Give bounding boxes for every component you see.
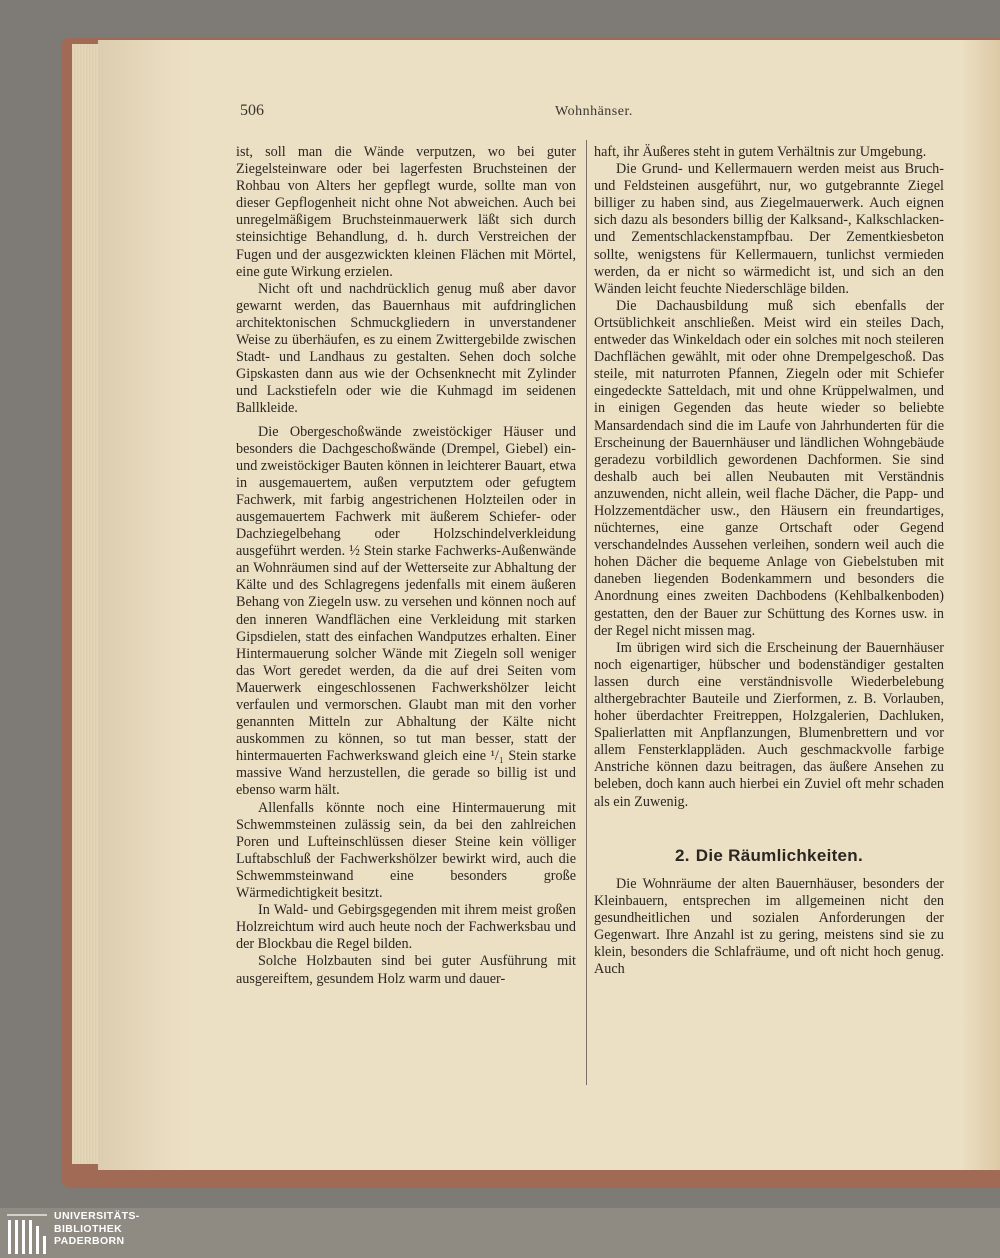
library-name	[54, 1210, 140, 1248]
page-edge-shading	[960, 40, 1000, 1170]
paragraph: Allenfalls könnte noch eine Hintermauerung mit Schwemmsteinen zulässig sein, da bei den zahlreichen Poren und Lufteinschlüssen dieser Steine kein völliger Luftabschluß der Fachwerkshölzer bewirkt wird, auch die Schwemmsteinwand eine besonders große Wärmedichtigkeit besitzt.	[236, 799, 576, 902]
paragraph: ist, soll man die Wände verputzen, wo bei guter Ziegelsteinware oder bei lagerfesten Bruchsteinen der Rohbau von Alters her gepflegt wurde, sollte man von dieser Gepflogenheit nicht ohne Not abweichen. Auch bei unregelmäßigem Bruchsteinmauerwerk läßt sich durch steinsichtige Behandlung, d. h. durch Verstreichen der Fugen und der ausgezwickten kleinen Flächen mit Mörtel, eine gute Wirkung erzielen.	[236, 144, 576, 280]
section-number: 2.	[674, 845, 690, 865]
paragraph: Die Wohnräume der alten Bauernhäuser, besonders der Kleinbauern, entsprechen im allgemeinen nicht den gesundheitlichen und sozialen Anforderungen der Gegenwart. Ihre Anzahl ist zu gering, meistens sind sie zu klein, besonders die Schlafräume, und oft nicht hoch genug. Auch	[594, 875, 944, 978]
left-column	[236, 144, 576, 988]
section-title: Die Räumlichkeiten.	[695, 845, 864, 865]
paragraph: Im übrigen wird sich die Erscheinung der Bauernhäuser noch eigenartiger, hübscher und bodenständiger gestalten lassen durch eine verständnisvolle Wiederbelebung althergebrachter Bauteile und Zierformen, z. B. Vorlauben, hoher überdachter Freitreppen, Holzgalerien, Dachluken, Spalierlatten mit Anpflanzungen, Blumenbrettern und vor allem Fensterklappläden. Auch geschmackvolle farbige Anstriche können dazu beitragen, das äußere Ansehen zu beleben, doch kann auch hierbei ein Zuviel oft mehr schaden als ein Zuwenig.	[594, 639, 944, 810]
paragraph: Die Dachausbildung muß sich ebenfalls der Ortsüblichkeit anschließen. Meist wird ein steiles Dach, entweder das Winkeldach oder ein solches mit noch steileren Dachflächen gewählt, mit oder ohne Drempelgeschoß. Das steile, mit naturroten Pfannen, Ziegeln oder mit Schiefer eingedeckte Satteldach, mit und ohne Krüppelwalmen, und in einigen Gegenden das heute wieder so beliebte Mansardendach sind die im Laufe von Jahrhunderten für die Erscheinung der Bauernhäuser und ländlichen Wohngebäude geradezu vorbildlich gewordenen Dachformen. Sie sind deshalb auch bei allen Neubauten mit Verständnis anzuwenden, nicht allein, weil flache Dächer, die Papp- und Holzzementdächer usw., den Häusern ein freundartiges, nüchternes, eine ganze Ortschaft oder Gegend verschandelndes Aussehen verleihen, sondern weil auch die hohen Dächer die bequeme Anlage von Giebelstuben mit daneben liegenden Bodenkammern und besonders die Anordnung eines zweiten Dachbodens (Kehlbalkenboden) gestatten, den der Bauer zur Schüttung des Kornes usw. in der Regel nicht missen mag.	[594, 297, 944, 639]
page-number: 506	[240, 102, 264, 119]
library-logo-icon	[6, 1212, 50, 1256]
paragraph: Die Grund- und Kellermauern werden meist aus Bruch- und Feldsteinen ausgeführt, nur, wo gutgebrannte Ziegel billiger zu haben sind, aus Ziegelmauerwerk. Auch eignen sich dazu als besonders billig der Kalksand-, Kalkschlacken- und Zementschlackenstampfbau. Der Zementkiesbeton sollte, wenigstens für Kellermauern, tunlichst vermieden werden, da er nicht so wärmedicht ist, und sich an den Wänden leicht feuchte Niederschläge bilden.	[594, 161, 944, 297]
running-title: Wohnhänser.	[555, 104, 633, 119]
section-heading	[594, 847, 944, 864]
right-column	[594, 144, 944, 978]
paragraph: Solche Holzbauten sind bei guter Ausführung mit ausgereiftem, gesundem Holz warm und dauer-	[236, 953, 576, 987]
paragraph: Nicht oft und nachdrücklich genug muß aber davor gewarnt werden, das Bauernhaus mit aufdringlichen architektonischen Schmuckgliedern in unverstandener Weise zu überhäufen, es zu einem Zwittergebilde zwischen Stadt- und Landhaus zu gestalten. Sehen doch solche Gipskasten dann aus wie der Ochsenknecht mit Zylinder und Lackstiefeln oder wie die Kuhmagd im seidenen Ballkleide.	[236, 280, 576, 417]
spine-fold	[98, 40, 198, 1170]
paragraph: In Wald- und Gebirgsgegenden mit ihrem meist großen Holzreichtum wird auch heute noch der Fachwerksbau und der Blockbau die Regel bilden.	[236, 902, 576, 953]
library-name-line: BIBLIOTHEK	[54, 1222, 123, 1235]
library-footer	[0, 1208, 1000, 1258]
library-name-line: UNIVERSITÄTS-	[54, 1210, 140, 1222]
paragraph: Die Obergeschoßwände zweistöckiger Häuser und besonders die Dachgeschoßwände (Drempel, Giebel) ein- und zweistöckiger Bauten können in leichterer Bauart, etwa in ausgemauertem, außen verputztem oder gefugtem Fachwerk, mit farbig angestrichenen Holzteilen oder in ausgemauertem Fachwerk mit äußerem Schiefer- oder Dachziegelbehang oder Holzschindelverkleidung ausgeführt werden. ½ Stein starke Fachwerks-Außenwände an Wohnräumen sind auf der Wetterseite zur Abhaltung der Kälte und des Schlagregens jedenfalls mit einem äußeren Behang von Ziegeln usw. zu versehen und können noch auf den inneren Wandflächen eine Verkleidung mit starken Gipsdielen, statt des einfachen Wandputzes erhalten. Einer Hintermauerung solcher Wände mit Ziegeln soll weniger das Wort geredet werden, da die auf drei Seiten vom Mauerwerk eingeschlossenen Fachwerkshölzer leicht verfaulen und vermorschen. Glaubt man mit den vorher genannten Mitteln zur Abhaltung der Kälte nicht auskommen zu können, so tut man besser, statt der hintermauerten Fachwerkswand gleich eine ¹/₁ Stein starke massive Wand herzustellen, die gerade so billig ist und ebenso warm hält.	[236, 423, 576, 799]
library-name-line: PADERBORN	[54, 1235, 125, 1247]
paragraph: haft, ihr Äußeres steht in gutem Verhältnis zur Umgebung.	[594, 144, 927, 160]
column-rule	[586, 140, 587, 1085]
